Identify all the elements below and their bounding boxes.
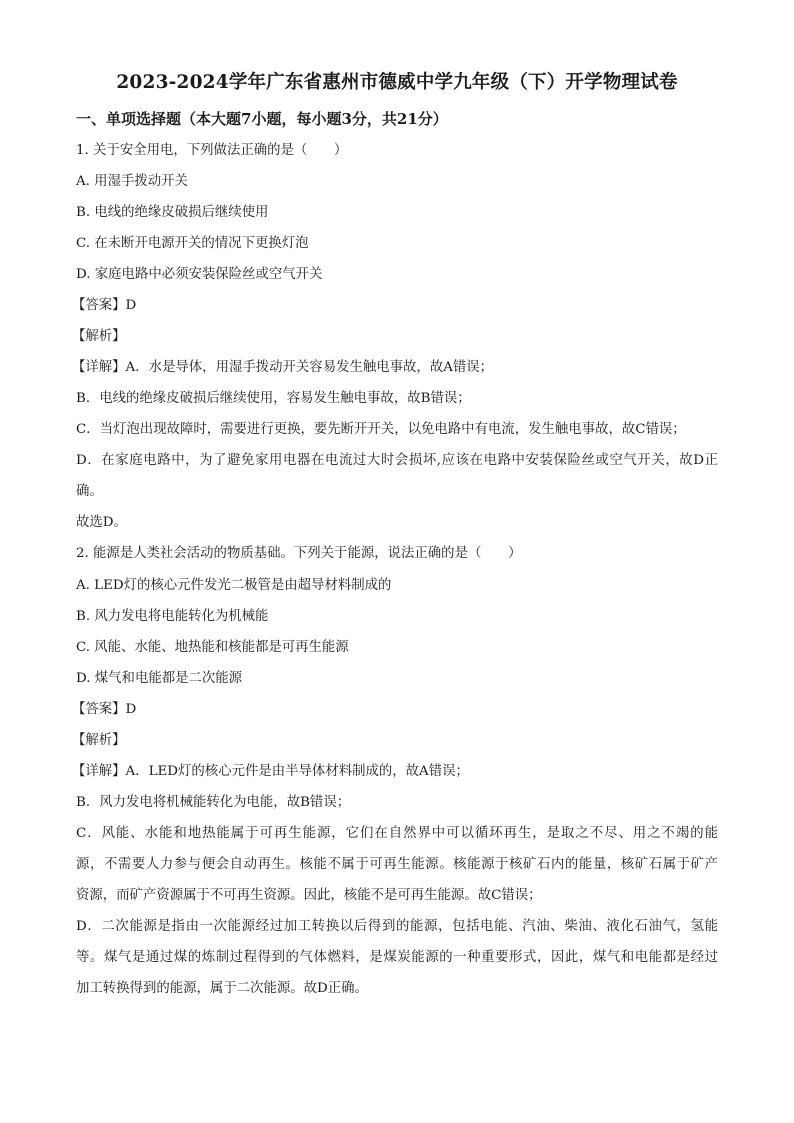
question-1-detail-d-cont: 确。 [76,484,103,499]
question-2-detail-d-cont1: 等。煤气是通过煤的炼制过程得到的气体燃料，是煤炭能源的一种重要形式，因此，煤气和电能都是经过 [76,950,718,965]
question-1-option-a: A. 用湿手拨动开关 [76,174,188,189]
question-2-detail-c: C．风能、水能和地热能属于可再生能源，它们在自然界中可以循环再生，是取之不尽、用之不竭的能 [76,826,718,841]
question-2-detail-c-cont1: 源，不需要人力参与便会自动再生。核能不属于可再生能源。核能源于核矿石内的能量，核矿石属于矿产 [76,857,718,872]
question-1-option-d: D. 家庭电路中必须安装保险丝或空气开关 [76,267,323,282]
question-2-detail-b: B．风力发电将机械能转化为电能，故B错误； [76,795,351,810]
question-1-detail-c: C．当灯泡出现故障时，需要进行更换，要先断开开关，以免电路中有电流，发生触电事故，故C错误； [76,422,686,437]
question-1-analysis-label: 【解析】 [72,329,126,344]
question-1-detail-b: B．电线的绝缘皮破损后继续使用，容易发生触电事故，故B错误； [76,391,471,406]
question-2-detail-c-cont2: 资源，而矿产资源属于不可再生资源。因此，核能不是可再生能源。故C错误； [76,888,542,903]
question-1-option-c: C. 在未断开电源开关的情况下更换灯泡 [76,236,309,251]
question-2-answer: 【答案】D [72,702,137,717]
question-2-detail-d-cont2: 加工转换得到的能源，属于二次能源。故D正确。 [76,981,368,996]
question-2-detail-d: D．二次能源是指由一次能源经过加工转换以后得到的能源，包括电能、汽油、柴油、液化石油气，氢能 [76,919,718,934]
question-2-analysis-label: 【解析】 [72,733,126,748]
question-2-option-a: A. LED灯的核心元件发光二极管是由超导材料制成的 [76,578,392,593]
question-1-stem: 1. 关于安全用电，下列做法正确的是（ ） [76,143,348,158]
question-2-detail-a: 【详解】A．LED灯的核心元件是由半导体材料制成的，故A错误； [72,764,469,779]
page-title: 2023-2024学年广东省惠州市德威中学九年级（下）开学物理试卷 [116,72,678,93]
question-1-answer: 【答案】D [72,298,137,313]
question-1-conclusion: 故选D。 [76,515,127,530]
question-1-option-b: B. 电线的绝缘皮破损后继续使用 [76,205,269,220]
question-2-option-d: D. 煤气和电能都是二次能源 [76,671,243,686]
question-2-option-c: C. 风能、水能、地热能和核能都是可再生能源 [76,640,349,655]
section-heading: 一、单项选择题（本大题7小题，每小题3分，共21分） [76,110,448,128]
question-2-option-b: B. 风力发电将电能转化为机械能 [76,609,269,624]
question-2-stem: 2. 能源是人类社会活动的物质基础。下列关于能源，说法正确的是（ ） [76,546,522,561]
question-1-detail-d: D．在家庭电路中，为了避免家用电器在电流过大时会损坏,应该在电路中安装保险丝或空气开关，故D正 [76,453,718,468]
question-1-detail-a: 【详解】A．水是导体，用湿手拨动开关容易发生触电事故，故A错误； [72,360,494,375]
